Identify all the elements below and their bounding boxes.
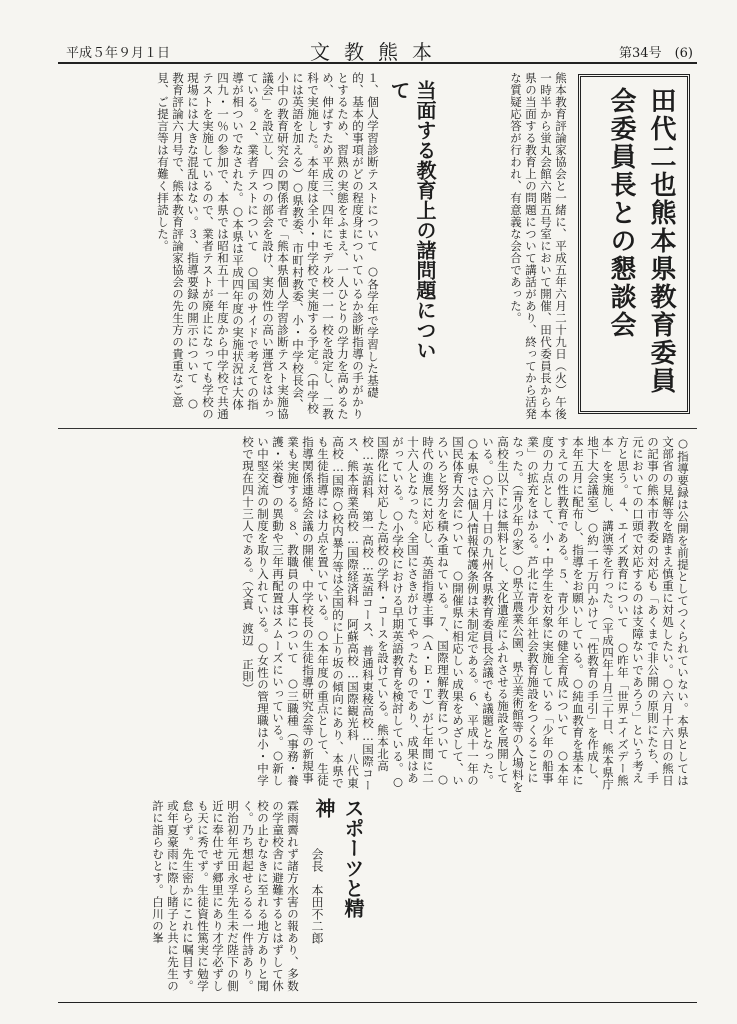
- issue-number: 第34号 (6): [619, 46, 693, 61]
- column-body: 霖雨霽れず諸方水害の報あり、多数の学童校舎に避難するとはずして休校の止むなきに至れる地方ありと聞く。乃ち想起せらるる一件詩あり。明治初年元田永孚先生未だ陛下の側近に奉仕せず郷里にあり才学必ずしも天に秀でず。生徒資性篤実に勉学怠らず。先生密かにこれに嘱目す。或年夏豪雨に際し睹子と共に先生の許に詣らむとす。白川の峯: [151, 800, 300, 992]
- column-title: スポーツと精神: [312, 798, 365, 918]
- section-divider: [58, 428, 697, 429]
- article-intro: 熊本教育評論家協会と一緒に、平成五年六月二十九日（火）午後一時半から蛍丸会館六階五号室において開催、田代委員長から本県の当面する教育上の問題について講話があり、終ってから活発な質疑応答が行われ、有意義な会合であった。: [509, 72, 568, 420]
- issue-date: 平成５年９月１日: [66, 46, 171, 61]
- article-body-upper: １、個人学習診断テストについて ○各学年で学習した基礎的、基本的事項がどの程度身についているか診断指導の手がかりとするため、習熟の実態をふまえ、一人ひとりの学力を高めるため、伸ばすため平成三、四年にモデル校一一一校を設定し、二教科で実施した。本年度は全小・中学校で実施する予定。（中学校には英語を加える）○県教委、市町村教委、小・中学校長会、小中の教育研究会の関係者で「熊本県個人学習診断テスト実施協議会」を設立し、四つの部会を設け、実効性の高い運営をはかっている。２、業者テストについて ○国のサイドで考えての指導が相ついでなされた。○本県は平成四年度の実施状況は大体四九・一％の参加で、本県では昭和五十一年度から中学校で共通テストを実施しているので、業者テストが廃止になっても学校の現場には大きな混乱はない。３、指導要録の開示について ○教育評論六月号で、熊本教育評論家協会の先生方の貴重なご意見、ご提言等は有難く拝読した。: [156, 72, 380, 420]
- article-subhead: 当面する教育上の諸問題について: [387, 80, 437, 360]
- column-author: 会長 本田不二郎: [310, 848, 324, 944]
- article-body-lower: ○指導要録は公開を前提としてつくられていない。本県としては文部省の見解等を踏まえ慎重に対処したい。○六月十六日の熊日の記事の熊本市教委の対応も「あくまで非公開の原則にたち、手元においての口頭で対応するのは支障ないであろう」という考え方と思う。４、エイズ教育について ○昨年「世界エイズデー熊本」を実施し、講演等を行った。（平成四年十月三十日、熊本県庁地下大会議室）○約一千万円かけて「性教育の手引」を作成し、本年五月に配布し、指導をお願いしている。○純血教育を基本にすえての性教育である。５、青少年の健全育成について ○本年度の力点として、小・中学生を対象に実施している「少年の船事業」の拡充をはかる。芦北に青少年社会教育施設をつくることになった。（青少年の家）○県立農業公園、県立美術館等の入場料を高校生以下には無料とし、文化遺産にふれさせる施設を展開している。○六月十日の九州各県教育委員長会議でも議題となった。○本県では個人情報保護条例は未制定である。６、平成十一年の国民体育大会について ○開催県に相応しい成果をめざして、いろいろと努力を積み重ねている。７、国際理解教育について ○時代の進展に対応し、英語指導主事（Ａ・Ｅ・Ｔ）が七年間に二十六人となった。全国にさきがけてやったものであり、成果はあがっている。○小学校における早期英語教育を検討している。○国際化に対応した高校の学科・コースを設けている。熊本北高校…英語科 第一高校…英語コース、普通科東稜高校…国際コース、熊本商業高校…国際経済科 阿蘇高校…国際観光科 八代東高校…国際○校内暴力等は全国的に上り坂の傾向にあり、本県でも生徒指導には力点を置いている。○本年度の重点として、生徒指導関係連絡会議の開催、中学校長の生徒指導研究会等の新規事業も実施する。８、教職員の人事について ○三職種（事務・養護・栄養）の異動や三年再配置はスムーズにいっている。○新しい中堅交流の制度を取り入れている。○女性の管理職は小・中学校で現在四十三人である。（文責 渡辺 正則）: [241, 436, 690, 793]
- publication-title: 文教熊本: [310, 40, 446, 64]
- footer-rule: [58, 1002, 697, 1003]
- header-rule: [58, 62, 697, 64]
- article-title: 田代二也熊本県教育委員会委員長との懇談会: [578, 74, 690, 414]
